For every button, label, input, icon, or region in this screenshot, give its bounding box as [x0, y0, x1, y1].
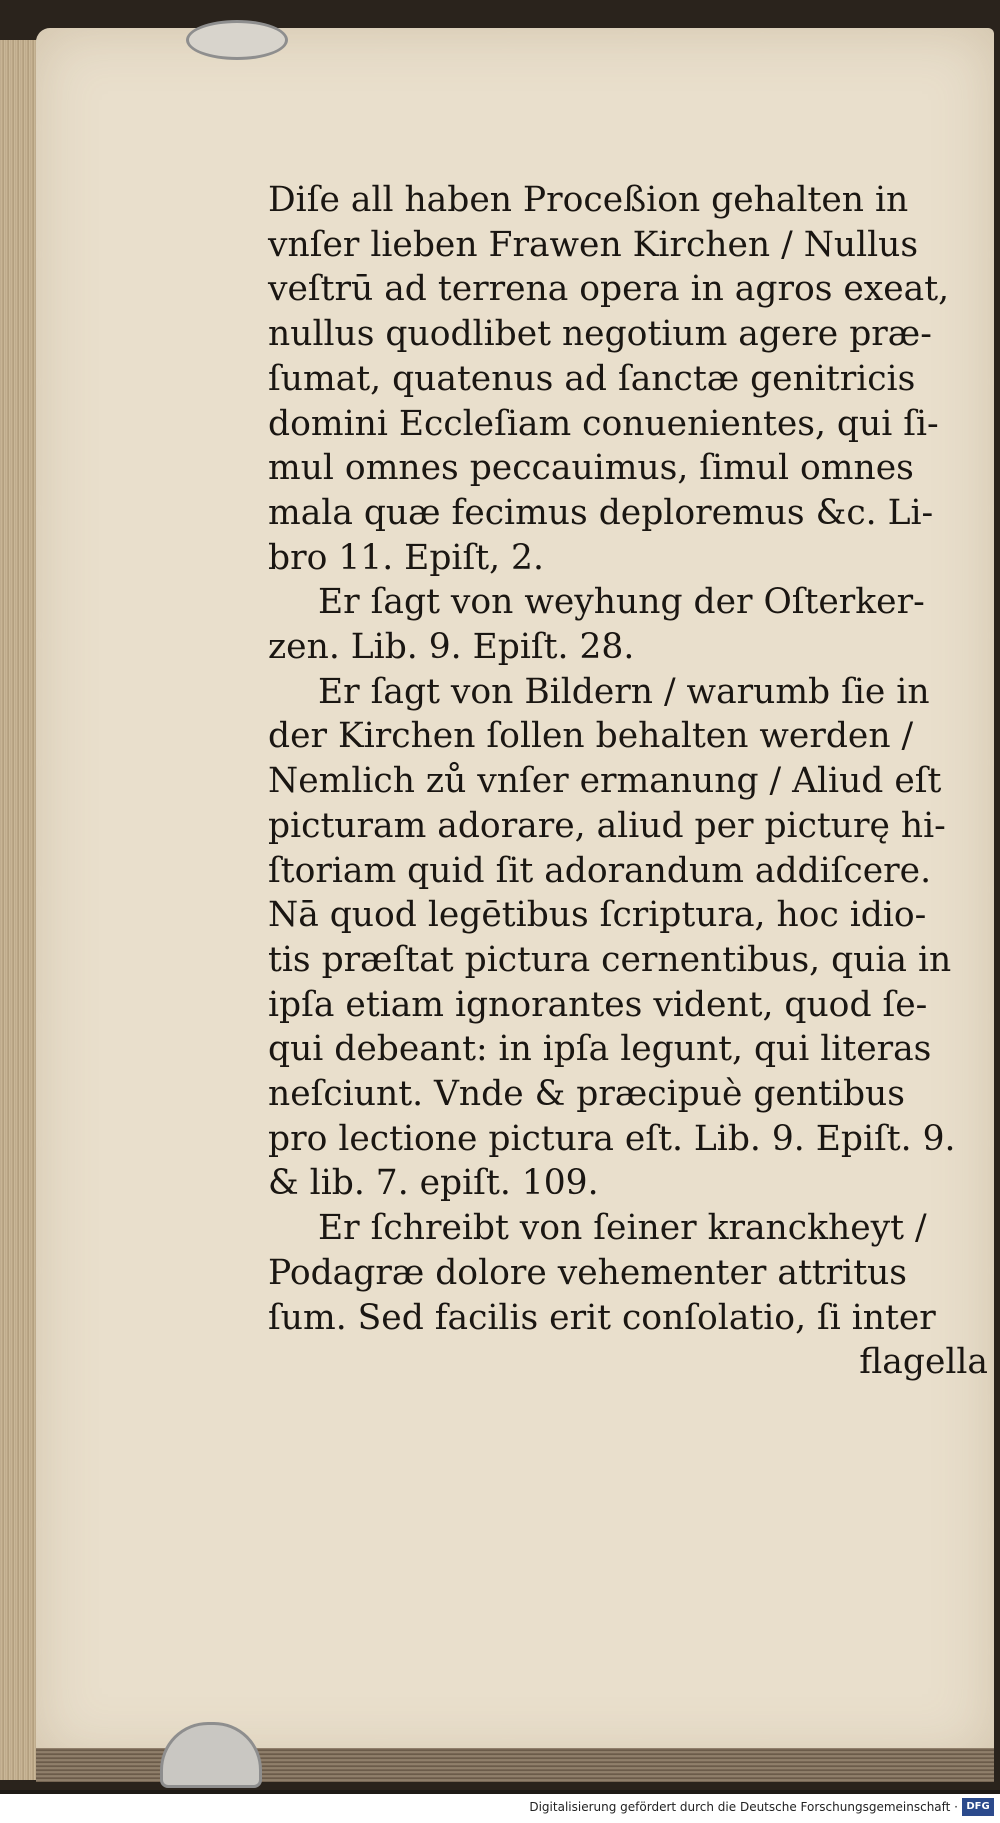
page-text — [268, 178, 988, 1385]
text-line: nullus quodlibet negotium agere præ- — [268, 314, 932, 355]
text-line: & lib. 7. epiſt. 109. — [268, 1163, 599, 1204]
text-line: ipſa etiam ignorantes vident, quod ſe- — [268, 984, 928, 1025]
text-line: Nā quod legētibus ſcriptura, hoc idio- — [268, 895, 927, 936]
text-line: ſumat, quatenus ad ſanctæ genitricis — [268, 358, 916, 399]
text-line: domini Eccleſiam conuenientes, qui ſi- — [268, 403, 939, 444]
text-line: Diſe all haben Proceßion gehalten in — [268, 180, 909, 220]
text-line: Nemlich zů vnſer ermanung / Aliud eſt — [268, 761, 942, 802]
catchword: flagella — [859, 1342, 988, 1383]
funding-credit: Digitalisierung gefördert durch die Deutsche Forschungsgemeinschaft · — [529, 1800, 958, 1814]
text-line: qui debeant: in ipſa legunt, qui literas — [268, 1029, 932, 1070]
text-line: picturam adorare, aliud per picturę hi- — [268, 805, 946, 846]
text-line: mala quæ fecimus deploremus &c. Li- — [268, 492, 934, 533]
text-line: bro 11. Epiſt, 2. — [268, 537, 544, 578]
text-line: ſum. Sed facilis erit conſolatio, ſi inter — [268, 1297, 936, 1338]
text-line: veſtrū ad terrena opera in agros exeat, — [268, 269, 950, 310]
text-line: zen. Lib. 9. Epiſt. 28. — [268, 627, 635, 668]
text-line: Er ſagt von Bildern / warumb ſie in — [318, 671, 930, 712]
text-line: Er ſchreibt von ſeiner kranckheyt / — [318, 1208, 927, 1249]
dfg-logo: DFG — [962, 1798, 994, 1816]
text-line: vnſer lieben Frawen Kirchen / Nullus — [268, 224, 919, 265]
text-line: tis præſtat pictura cernentibus, quia in — [268, 939, 952, 980]
text-line: neſciunt. Vnde & præcipuè gentibus — [268, 1074, 905, 1115]
text-line: ſtoriam quid ſit adorandum addiſcere. — [268, 850, 932, 891]
text-line: pro lectione pictura eſt. Lib. 9. Epiſt. 9. — [268, 1118, 956, 1159]
text-line: der Kirchen ſollen behalten werden / — [268, 716, 914, 757]
text-line: mul omnes peccauimus, ſimul omnes — [268, 448, 914, 489]
digitization-footer — [0, 1794, 1000, 1823]
text-line: Podagræ dolore vehementer attritus — [268, 1252, 907, 1293]
text-line: Er ſagt von weyhung der Oſterker- — [318, 582, 925, 623]
book-clip-top — [186, 20, 288, 60]
